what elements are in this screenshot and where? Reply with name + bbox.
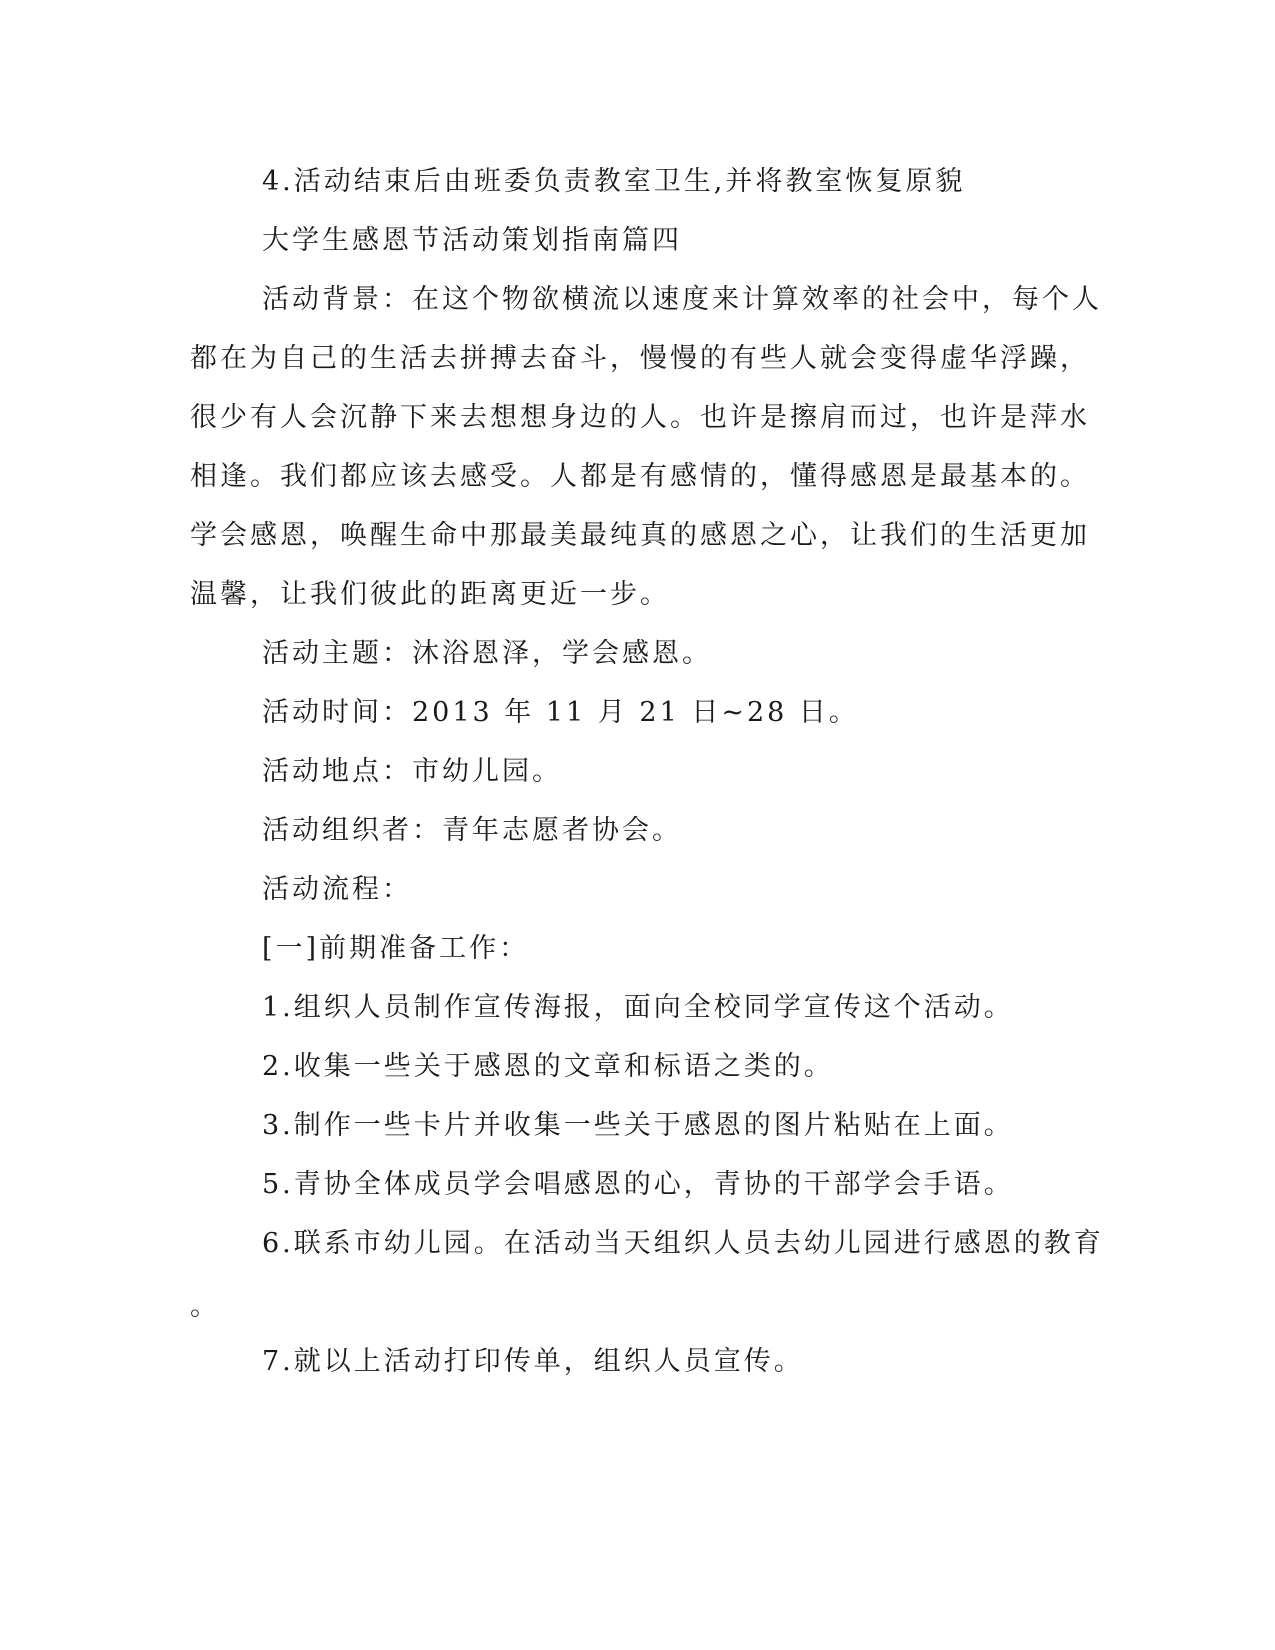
- list-item: 5.青协全体成员学会唱感恩的心，青协的干部学会手语。: [262, 1169, 1014, 1200]
- list-item: 3.制作一些卡片并收集一些关于感恩的图片粘贴在上面。: [262, 1110, 1014, 1141]
- list-item: 1.组织人员制作宣传海报，面向全校同学宣传这个活动。: [262, 992, 1014, 1023]
- paragraph-line: 活动流程：: [262, 874, 412, 905]
- list-item: 2.收集一些关于感恩的文章和标语之类的。: [262, 1051, 834, 1082]
- list-item: 7.就以上活动打印传单，组织人员宣传。: [262, 1346, 804, 1377]
- paragraph-line: 温馨，让我们彼此的距离更近一步。: [190, 579, 670, 610]
- paragraph-line: 。: [190, 1291, 220, 1322]
- section-heading: 大学生感恩节活动策划指南篇四: [262, 225, 682, 256]
- paragraph-line: 4.活动结束后由班委负责教室卫生,并将教室恢复原貌: [262, 166, 966, 197]
- paragraph-line: 活动时间：2013 年 11 月 21 日~28 日。: [262, 697, 859, 728]
- paragraph-line: 相逢。我们都应该去感受。人都是有感情的，懂得感恩是最基本的。: [190, 461, 1090, 492]
- list-item: 6.联系市幼儿园。在活动当天组织人员去幼儿园进行感恩的教育: [262, 1228, 1104, 1259]
- paragraph-line: 都在为自己的生活去拼搏去奋斗，慢慢的有些人就会变得虚华浮躁，: [190, 343, 1090, 374]
- paragraph-line: 活动主题：沐浴恩泽，学会感恩。: [262, 638, 712, 669]
- paragraph-line: 很少有人会沉静下来去想想身边的人。也许是擦肩而过，也许是萍水: [190, 402, 1090, 433]
- paragraph-line: [一]前期准备工作：: [262, 933, 530, 964]
- paragraph-line: 活动背景：在这个物欲横流以速度来计算效率的社会中，每个人: [262, 284, 1102, 315]
- paragraph-line: 活动组织者：青年志愿者协会。: [262, 815, 682, 846]
- paragraph-line: 活动地点：市幼儿园。: [262, 756, 562, 787]
- paragraph-line: 学会感恩，唤醒生命中那最美最纯真的感恩之心，让我们的生活更加: [190, 520, 1090, 551]
